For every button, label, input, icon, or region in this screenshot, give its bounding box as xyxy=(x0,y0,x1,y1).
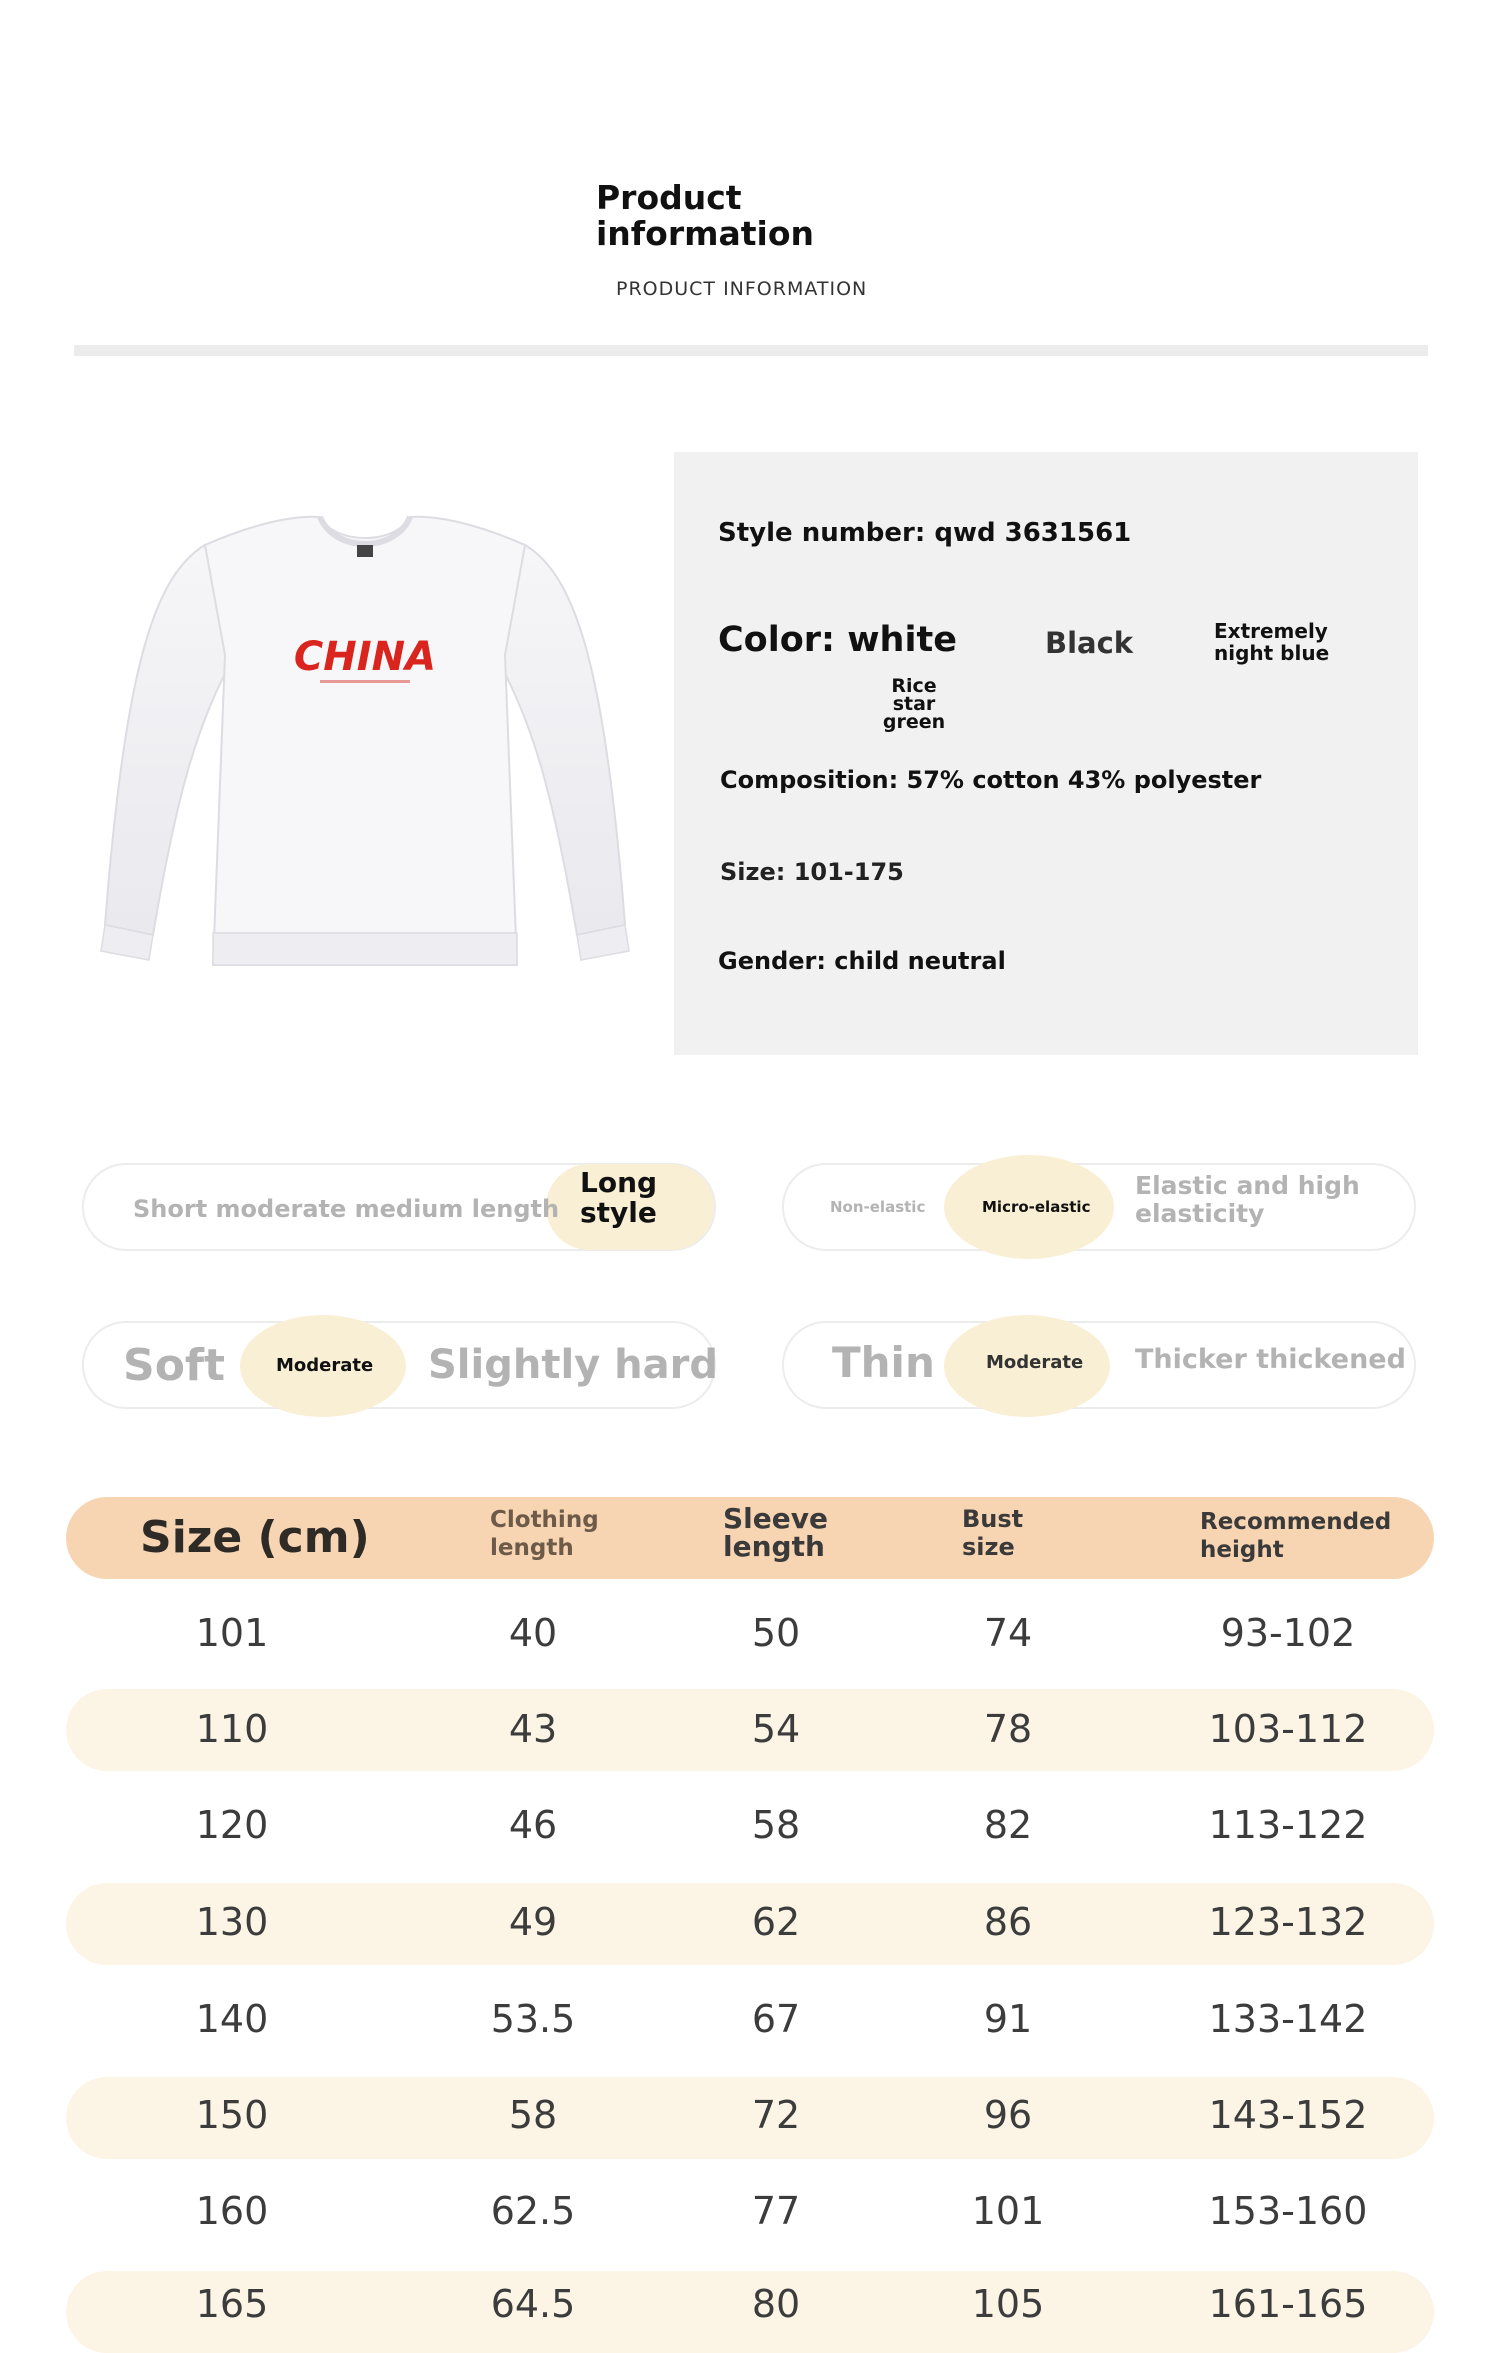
softness-option-hard: Slightly hard xyxy=(428,1342,718,1388)
cell-recommended-height: 133-142 xyxy=(1208,1997,1368,2041)
cell-bust-size: 91 xyxy=(983,1997,1033,2041)
cell-sleeve-length: 62 xyxy=(751,1900,801,1944)
cell-sleeve-length: 50 xyxy=(751,1611,801,1655)
cell-recommended-height: 153-160 xyxy=(1208,2189,1368,2233)
product-image xyxy=(95,505,635,975)
length-option-short: Short moderate medium length xyxy=(133,1195,560,1223)
cell-recommended-height: 123-132 xyxy=(1208,1900,1368,1944)
cell-clothing-length: 43 xyxy=(508,1707,558,1751)
cell-sleeve-length: 54 xyxy=(751,1707,801,1751)
cell-recommended-height: 93-102 xyxy=(1220,1611,1356,1655)
color-label: Color: white xyxy=(718,620,957,660)
cell-size: 120 xyxy=(195,1803,269,1847)
cell-sleeve-length: 67 xyxy=(751,1997,801,2041)
cell-size: 130 xyxy=(195,1900,269,1944)
color-option-night-blue: Extremely night blue xyxy=(1214,619,1330,665)
gender: Gender: child neutral xyxy=(718,947,1006,975)
cell-size: 140 xyxy=(195,1997,269,2041)
thickness-option-thicker: Thicker thickened xyxy=(1135,1344,1406,1375)
cell-clothing-length: 53.5 xyxy=(490,1997,576,2041)
cell-sleeve-length: 58 xyxy=(751,1803,801,1847)
cell-size: 150 xyxy=(195,2093,269,2137)
cell-recommended-height: 113-122 xyxy=(1208,1803,1368,1847)
page-subtitle: PRODUCT INFORMATION xyxy=(616,278,868,300)
header-size: Size (cm) xyxy=(140,1512,370,1563)
size-range: Size: 101-175 xyxy=(720,858,904,886)
cell-recommended-height: 103-112 xyxy=(1208,1707,1368,1751)
cell-sleeve-length: 80 xyxy=(751,2282,801,2326)
header-divider xyxy=(74,345,1428,356)
cell-bust-size: 105 xyxy=(971,2282,1045,2326)
header-clothing-length: Clothing length xyxy=(490,1507,599,1561)
cell-sleeve-length: 72 xyxy=(751,2093,801,2137)
cell-recommended-height: 161-165 xyxy=(1208,2282,1368,2326)
elasticity-option-high: Elastic and high elasticity xyxy=(1135,1171,1360,1228)
cell-clothing-length: 64.5 xyxy=(490,2282,576,2326)
cell-clothing-length: 46 xyxy=(508,1803,558,1847)
softness-option-moderate: Moderate xyxy=(276,1355,374,1376)
cell-clothing-length: 62.5 xyxy=(490,2189,576,2233)
cell-recommended-height: 143-152 xyxy=(1208,2093,1368,2137)
cell-size: 165 xyxy=(195,2282,269,2326)
thickness-option-moderate: Moderate xyxy=(986,1352,1084,1373)
cell-bust-size: 82 xyxy=(983,1803,1033,1847)
elasticity-option-micro: Micro-elastic xyxy=(982,1198,1091,1216)
header-bust-size: Bust size xyxy=(962,1505,1024,1561)
cell-size: 160 xyxy=(195,2189,269,2233)
style-number: Style number: qwd 3631561 xyxy=(718,518,1132,548)
softness-option-soft: Soft xyxy=(123,1340,226,1391)
page-title: Product information xyxy=(596,178,815,253)
cell-clothing-length: 49 xyxy=(508,1900,558,1944)
cell-sleeve-length: 77 xyxy=(751,2189,801,2233)
cell-bust-size: 101 xyxy=(971,2189,1045,2233)
cell-size: 101 xyxy=(195,1611,269,1655)
elasticity-option-none: Non-elastic xyxy=(830,1198,926,1216)
thickness-option-thin: Thin xyxy=(832,1338,935,1387)
header-recommended-height: Recommended height xyxy=(1200,1509,1392,1563)
length-option-long: Long style xyxy=(580,1166,658,1229)
cell-bust-size: 78 xyxy=(983,1707,1033,1751)
cell-size: 110 xyxy=(195,1707,269,1751)
cell-bust-size: 96 xyxy=(983,2093,1033,2137)
composition: Composition: 57% cotton 43% polyester xyxy=(720,766,1262,794)
cell-bust-size: 74 xyxy=(983,1611,1033,1655)
color-option-rice-green: Rice star green xyxy=(882,675,946,733)
print-text: CHINA xyxy=(293,634,437,680)
cell-bust-size: 86 xyxy=(983,1900,1033,1944)
color-option-black: Black xyxy=(1045,626,1134,660)
cell-clothing-length: 58 xyxy=(508,2093,558,2137)
cell-clothing-length: 40 xyxy=(508,1611,558,1655)
header-sleeve-length: Sleeve length xyxy=(723,1502,828,1563)
